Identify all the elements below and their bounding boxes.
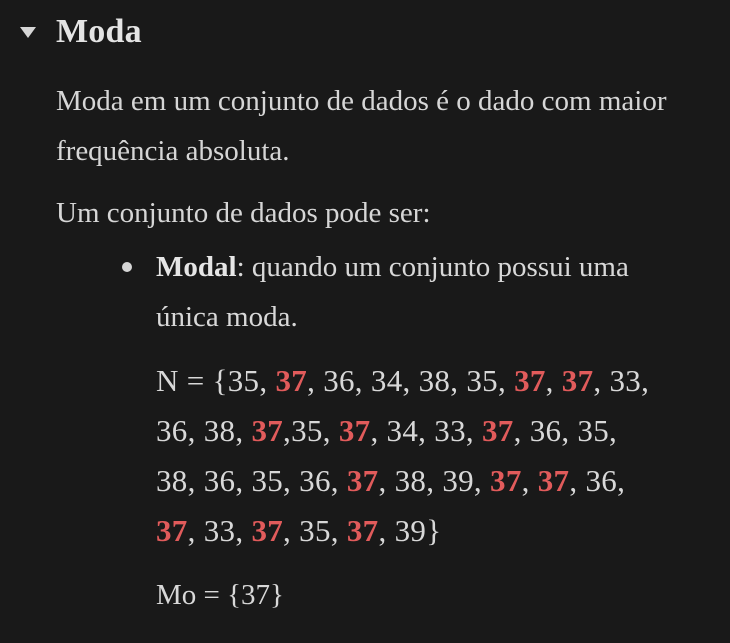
example-number-set: N = {35, 37, 36, 34, 38, 35, 37, 37, 33, 36, 38, 37,35, 37, 34, 33, 37, 36, 35, 38, 36, 35, 36, 37, 38, 39, 37, 37, 36, 37, 33, 37, 35, 37, 39} — [156, 363, 650, 548]
set-value: 38 — [418, 363, 451, 398]
set-value: 35 — [577, 413, 610, 448]
set-value: 36 — [529, 413, 562, 448]
set-value: 33 — [434, 413, 466, 448]
set-value: 35 — [299, 513, 331, 548]
set-value: 39 — [442, 463, 474, 498]
set-value: 35 — [227, 363, 260, 398]
bulleted-list — [56, 242, 696, 620]
set-value: 35 — [251, 463, 284, 498]
toggle-content — [56, 76, 696, 620]
set-value: 36 — [299, 463, 331, 498]
toggle-arrow-icon[interactable] — [0, 25, 56, 39]
list-item — [156, 242, 696, 620]
toggle-heading[interactable]: Moda — [56, 13, 142, 50]
term-modal: Modal — [156, 251, 237, 283]
term-description: : quando um conjunto possui uma única moda. — [156, 251, 629, 333]
set-suffix: } — [426, 513, 442, 548]
set-value-highlighted: 37 — [338, 413, 371, 448]
mode-result: Mo = {37} — [156, 579, 284, 611]
set-value-highlighted: 37 — [346, 513, 379, 548]
set-value-highlighted: 37 — [514, 363, 546, 398]
set-value-highlighted: 37 — [537, 463, 570, 498]
set-value: 36 — [323, 363, 355, 398]
set-value: 38 — [394, 463, 427, 498]
definition-paragraph: Moda em um conjunto de dados é o dado com maior frequência absoluta. — [56, 85, 667, 167]
set-value: 34 — [386, 413, 419, 448]
set-value: 38 — [203, 413, 236, 448]
set-value: 36 — [585, 463, 618, 498]
set-value: 39 — [394, 513, 427, 548]
bullet-icon — [122, 262, 132, 272]
set-prefix: N = { — [156, 363, 228, 398]
set-value: 33 — [609, 363, 642, 398]
set-value-highlighted: 37 — [251, 513, 284, 548]
list-item-text — [156, 242, 696, 342]
set-value: 36 — [203, 463, 236, 498]
set-value: 35 — [291, 413, 323, 448]
set-value: 35 — [466, 363, 498, 398]
set-value-highlighted: 37 — [275, 363, 308, 398]
toggle-block — [0, 6, 142, 58]
set-value-highlighted: 37 — [346, 463, 379, 498]
set-value: 38 — [156, 463, 188, 498]
set-value-highlighted: 37 — [561, 363, 594, 398]
set-value-highlighted: 37 — [251, 413, 284, 448]
set-value: 34 — [370, 363, 403, 398]
set-value-highlighted: 37 — [490, 463, 522, 498]
set-value: 33 — [203, 513, 236, 548]
set-value-highlighted: 37 — [156, 513, 188, 548]
set-value-highlighted: 37 — [481, 413, 514, 448]
classification-paragraph: Um conjunto de dados pode ser: — [56, 197, 431, 229]
set-value: 36 — [156, 413, 188, 448]
